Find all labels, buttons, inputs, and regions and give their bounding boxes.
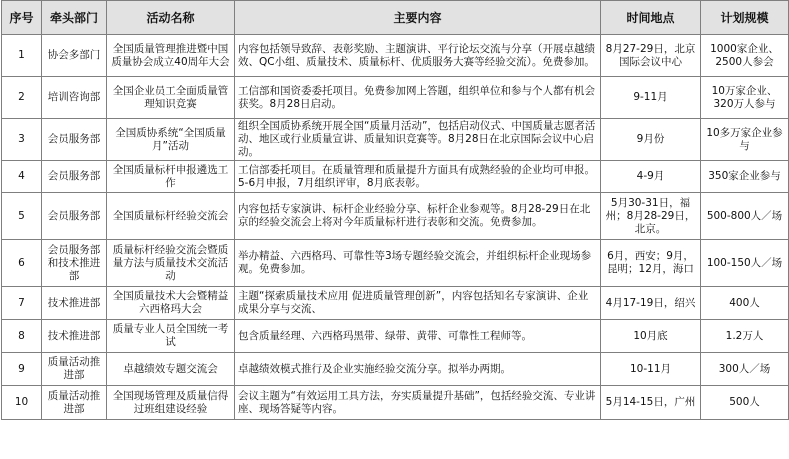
table-row	[2, 35, 789, 77]
header-time: 时间地点	[601, 1, 701, 35]
cell-no: 2	[2, 77, 42, 119]
cell-scale: 300人／场	[701, 353, 789, 386]
table-header-row	[2, 1, 789, 35]
table-row	[2, 320, 789, 353]
cell-name: 全国质量标杆申报遴选工作	[107, 161, 235, 193]
cell-time: 8月27-29日，北京国际会议中心	[601, 35, 701, 77]
cell-content: 举办精益、六西格玛、可靠性等3场专题经验交流会，并组织标杆企业现场参观。免费参加。	[235, 240, 601, 287]
cell-time: 6月，西安；9月，昆明；12月，海口	[601, 240, 701, 287]
cell-dept: 会员服务部	[42, 119, 107, 161]
cell-dept: 培训咨询部	[42, 77, 107, 119]
cell-content: 工信部委托项目。在质量管理和质量提升方面具有成熟经验的企业均可申报。5-6月申报，7月组织评审，8月底表彰。	[235, 161, 601, 193]
cell-dept: 会员服务部和技术推进部	[42, 240, 107, 287]
cell-name: 全国质量技术大会暨精益六西格玛大会	[107, 287, 235, 320]
table-row	[2, 353, 789, 386]
cell-time: 5月14-15日，广州	[601, 386, 701, 420]
cell-content: 卓越绩效模式推行及企业实施经验交流分享。拟举办两期。	[235, 353, 601, 386]
cell-no: 7	[2, 287, 42, 320]
cell-no: 6	[2, 240, 42, 287]
cell-time: 9月份	[601, 119, 701, 161]
cell-no: 5	[2, 193, 42, 240]
cell-scale: 10多万家企业参与	[701, 119, 789, 161]
cell-content: 组织全国质协系统开展全国“质量月活动”，包括启动仪式、中国质量志愿者活动、地区或行业质量宣讲、质量知识竞赛等。8月28日在北京国际会议中心启动。	[235, 119, 601, 161]
cell-scale: 100-150人／场	[701, 240, 789, 287]
header-scale: 计划规模	[701, 1, 789, 35]
cell-dept: 技术推进部	[42, 320, 107, 353]
cell-dept: 会员服务部	[42, 161, 107, 193]
table-row	[2, 161, 789, 193]
cell-scale: 10万家企业、320万人参与	[701, 77, 789, 119]
cell-time: 10-11月	[601, 353, 701, 386]
cell-dept: 技术推进部	[42, 287, 107, 320]
cell-no: 1	[2, 35, 42, 77]
cell-no: 9	[2, 353, 42, 386]
cell-time: 5月30-31日，福州；8月28-29日，北京。	[601, 193, 701, 240]
cell-scale: 350家企业参与	[701, 161, 789, 193]
activity-plan-table	[1, 0, 789, 420]
cell-scale: 500人	[701, 386, 789, 420]
cell-scale: 1.2万人	[701, 320, 789, 353]
cell-content: 内容包括领导致辞、表彰奖励、主题演讲、平行论坛交流与分享（开展卓越绩效、QC小组、质量技术、质量标杆、优质服务大赛等经验交流）。免费参加。	[235, 35, 601, 77]
cell-no: 10	[2, 386, 42, 420]
cell-no: 3	[2, 119, 42, 161]
table-row	[2, 77, 789, 119]
cell-name: 卓越绩效专题交流会	[107, 353, 235, 386]
table-row	[2, 119, 789, 161]
cell-dept: 质量活动推进部	[42, 386, 107, 420]
header-content: 主要内容	[235, 1, 601, 35]
cell-content: 主题“探索质量技术应用 促进质量管理创新”，内容包括知名专家演讲、企业成果分享与交流、	[235, 287, 601, 320]
cell-content: 工信部和国资委委托项目。免费参加网上答题，组织单位和参与个人都有机会获奖。8月28日启动。	[235, 77, 601, 119]
cell-time: 4-9月	[601, 161, 701, 193]
cell-time: 10月底	[601, 320, 701, 353]
cell-dept: 质量活动推进部	[42, 353, 107, 386]
cell-dept: 协会多部门	[42, 35, 107, 77]
cell-content: 包含质量经理、六西格玛黑带、绿带、黄带、可靠性工程师等。	[235, 320, 601, 353]
cell-name: 全国质量标杆经验交流会	[107, 193, 235, 240]
cell-content: 会议主题为“有效运用工具方法，夯实质量提升基础”，包括经验交流、专业讲座、现场答疑等内容。	[235, 386, 601, 420]
cell-name: 全国企业员工全面质量管理知识竞赛	[107, 77, 235, 119]
cell-scale: 500-800人／场	[701, 193, 789, 240]
table-row	[2, 386, 789, 420]
cell-time: 9-11月	[601, 77, 701, 119]
cell-name: 全国现场管理及质量信得过班组建设经验	[107, 386, 235, 420]
cell-name: 全国质协系统“全国质量月”活动	[107, 119, 235, 161]
cell-name: 质量标杆经验交流会暨质量方法与质量技术交流活动	[107, 240, 235, 287]
cell-name: 质量专业人员全国统一考试	[107, 320, 235, 353]
table-row	[2, 287, 789, 320]
cell-scale: 400人	[701, 287, 789, 320]
header-dept: 牵头部门	[42, 1, 107, 35]
cell-name: 全国质量管理推进暨中国质量协会成立40周年大会	[107, 35, 235, 77]
table-row	[2, 240, 789, 287]
header-name: 活动名称	[107, 1, 235, 35]
cell-scale: 1000家企业、2500人参会	[701, 35, 789, 77]
cell-no: 8	[2, 320, 42, 353]
cell-no: 4	[2, 161, 42, 193]
cell-dept: 会员服务部	[42, 193, 107, 240]
cell-time: 4月17-19日，绍兴	[601, 287, 701, 320]
header-no: 序号	[2, 1, 42, 35]
table-row	[2, 193, 789, 240]
cell-content: 内容包括专家演讲、标杆企业经验分享、标杆企业参观等。8月28-29日在北京的经验交流会上将对今年质量标杆进行表彰和交流。免费参加。	[235, 193, 601, 240]
